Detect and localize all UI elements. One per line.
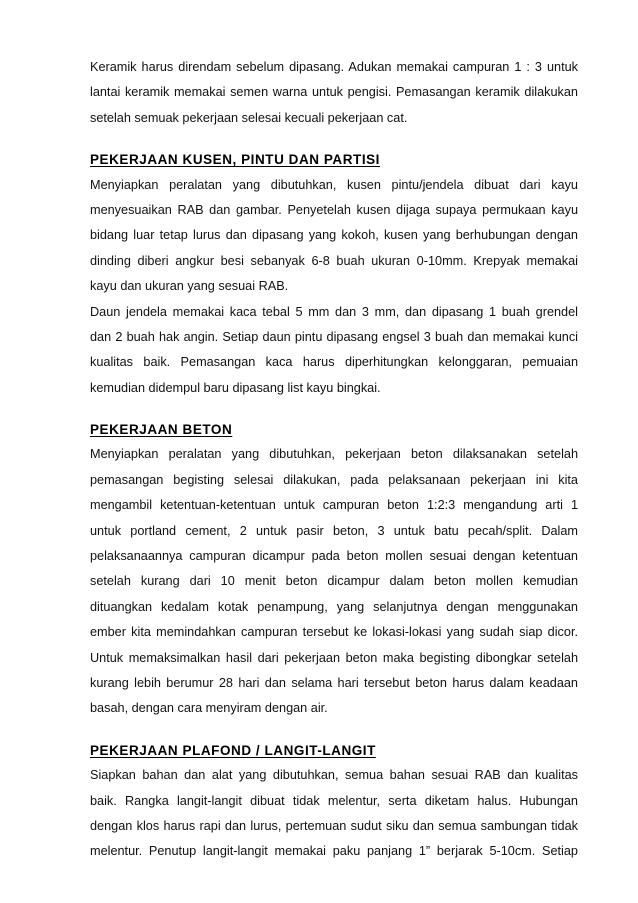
text-line: dituangkan kedalam kotak penampung, yang selanjutnya dengan menggunakan	[90, 599, 578, 614]
text-line: Keramik harus direndam sebelum dipasang. Adukan memakai campuran 1 : 3 untuk	[90, 60, 578, 74]
section-heading-beton: PEKERJAAN BETON	[90, 422, 233, 438]
text-line: setelah semuak pekerjaan selesai kecuali pekerjaan cat.	[90, 110, 408, 125]
text-line: Untuk memaksimalkan hasil dari pekerjaan beton maka begisting dibongkar setelah	[90, 650, 578, 665]
text-line: baik. Rangka langit-langit dibuat tidak melentur, serta diketam halus. Hubungan	[90, 793, 578, 808]
document-page	[90, 55, 578, 865]
text-line: mengambil ketentuan-ketentuan untuk campuran beton 1:2:3 mengandung arti 1	[90, 498, 578, 513]
text-line: lantai keramik memakai semen warna untuk pengisi. Pemasangan keramik dilakukan	[90, 85, 578, 100]
text-line: ember kita memindahkan campuran tersebut ke lokasi-lokasi yang sudah siap dicor.	[90, 625, 578, 640]
text-line: dan 2 buah hak angin. Setiap daun pintu dipasang engsel 3 buah dan memakai kunci	[90, 329, 578, 344]
paragraph-intro	[90, 55, 578, 131]
text-line: pelaksanaannya campuran dicampur pada beton mollen sesuai dengan ketentuan	[90, 549, 578, 564]
text-line: setelah kurang dari 10 menit beton dicampur dalam beton mollen kemudian	[90, 574, 578, 589]
text-line: dengan klos harus rapi dan lurus, pertemuan sudut siku dan semua sambungan tidak	[90, 818, 578, 833]
text-line: melentur. Penutup langit-langit memakai paku panjang 1” berjarak 5-10cm. Setiap	[90, 844, 578, 859]
paragraph	[90, 763, 578, 865]
section-heading-plafond: PEKERJAAN PLAFOND / LANGIT-LANGIT	[90, 742, 376, 758]
text-line: untuk portland cement, 2 untuk pasir beton, 3 untuk batu pecah/split. Dalam	[90, 523, 578, 538]
text-line: Daun jendela memakai kaca tebal 5 mm dan 3 mm, dan dipasang 1 buah grendel	[90, 304, 578, 319]
text-line: basah, dengan cara menyiram dengan air.	[90, 701, 328, 716]
text-line: Menyiapkan peralatan yang dibutuhkan, kusen pintu/jendela dibuat dari kayu	[90, 177, 578, 192]
text-line: kurang lebih berumur 28 hari dan selama hari tersebut beton harus dalam keadaan	[90, 675, 578, 690]
section-heading-kusen: PEKERJAAN KUSEN, PINTU DAN PARTISI	[90, 152, 380, 168]
text-line: Siapkan bahan dan alat yang dibutuhkan, semua bahan sesuai RAB dan kualitas	[90, 768, 578, 783]
paragraph	[90, 300, 578, 402]
paragraph	[90, 173, 578, 300]
text-line: bidang luar tetap lurus dan dipasang yang kokoh, kusen yang berhubungan dengan	[90, 228, 578, 243]
text-line: Menyiapkan peralatan yang dibutuhkan, pekerjaan beton dilaksanakan setelah	[90, 447, 578, 462]
text-line: menyesuaikan RAB dan gambar. Penyetelah kusen dijaga supaya permukaan kayu	[90, 202, 578, 217]
text-line: kayu dan ukuran yang sesuai RAB.	[90, 279, 289, 294]
text-line: kemudian didempul baru dipasang list kayu bingkai.	[90, 380, 381, 395]
paragraph	[90, 442, 578, 721]
text-line: pemasangan begisting selesai dilakukan, pada pelaksanaan pekerjaan ini kita	[90, 472, 578, 487]
text-line: kualitas baik. Pemasangan kaca harus diperhitungkan kelonggaran, pemuaian	[90, 355, 578, 370]
text-line: dinding diberi angkur besi sebanyak 6-8 buah ukuran 0-10mm. Krepyak memakai	[90, 253, 578, 268]
